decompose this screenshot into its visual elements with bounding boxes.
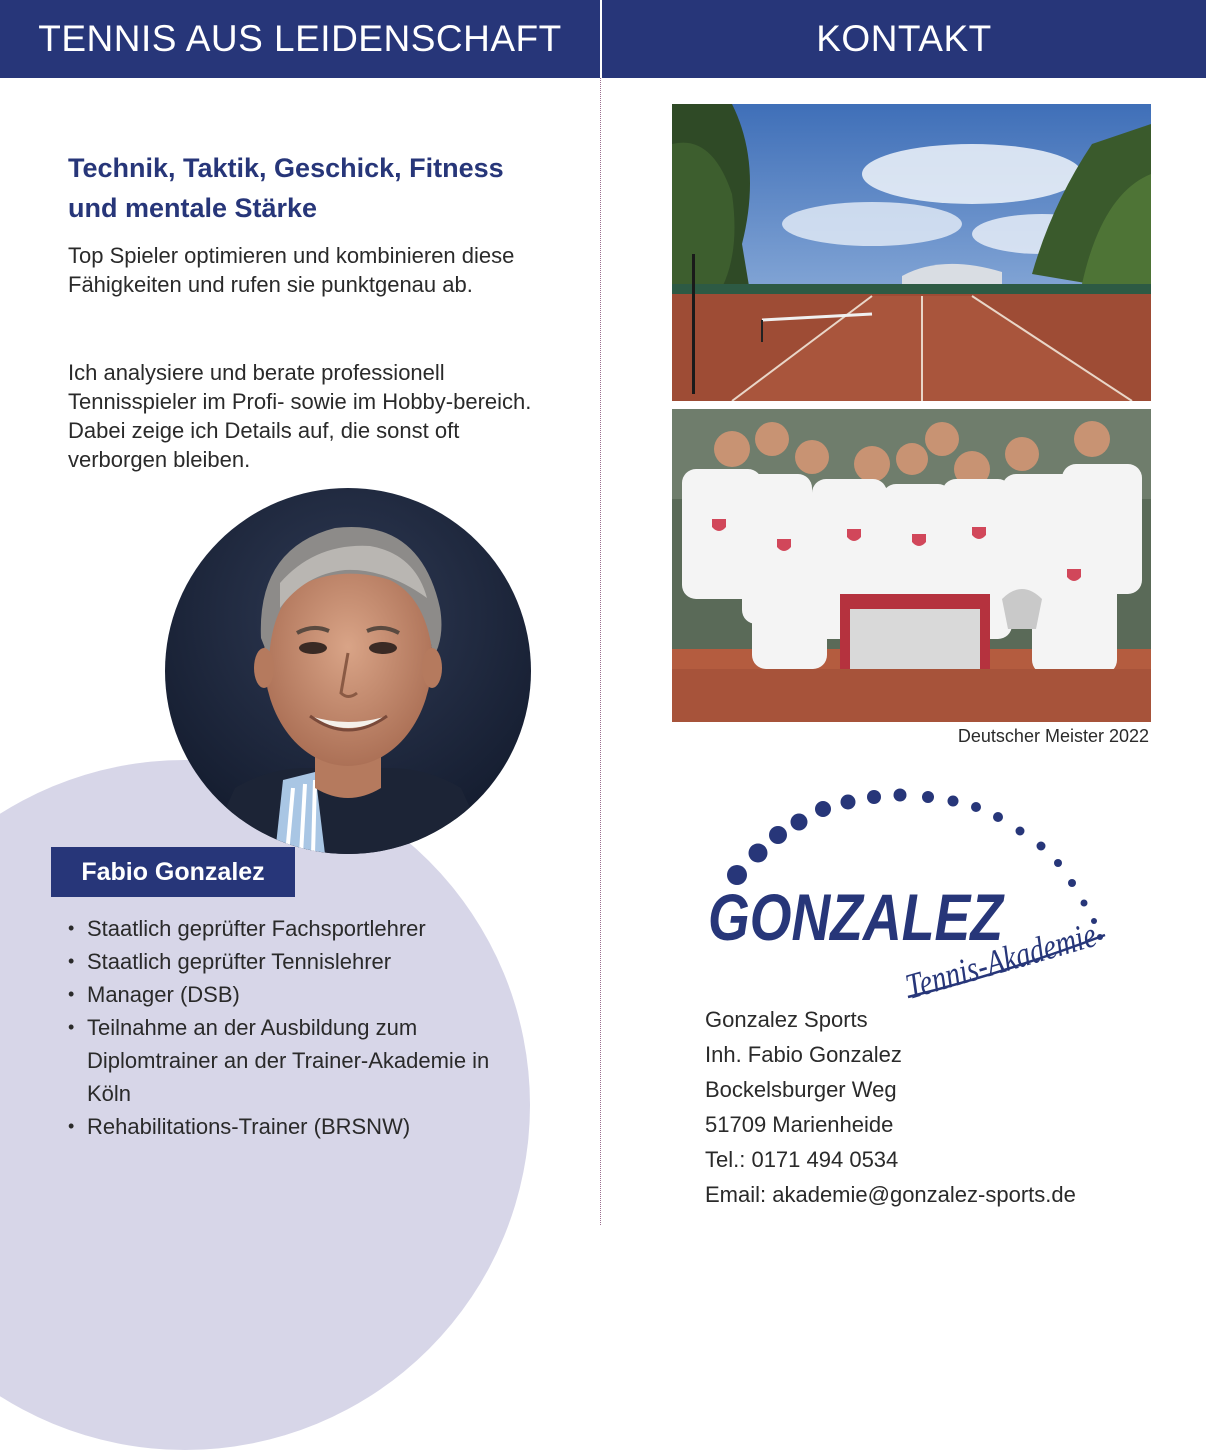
contact-phone[interactable]: Tel.: 0171 494 0534 <box>705 1147 899 1172</box>
contact-company: Gonzalez Sports <box>705 1007 868 1032</box>
list-item: • Staatlich geprüfter Tennislehrer <box>68 945 528 978</box>
name-label <box>51 847 295 897</box>
intro-heading-line2: und mentale Stärke <box>68 193 318 223</box>
logo-main-text: GONZALEZ <box>708 880 1006 954</box>
intro-heading-line1: Technik, Taktik, Geschick, Fitness <box>68 153 504 183</box>
list-item: • Staatlich geprüfter Fachsportlehrer <box>68 912 528 945</box>
header-left-title: TENNIS AUS LEIDENSCHAFT <box>38 18 562 59</box>
team-photo <box>672 409 1151 722</box>
header-right <box>602 0 1206 78</box>
header-left <box>0 0 600 78</box>
contact-block <box>705 1002 1076 1212</box>
profile-name: Fabio Gonzalez <box>81 857 265 886</box>
list-item: • Rehabilitations-Trainer (BRSNW) <box>68 1110 528 1143</box>
list-item: • Manager (DSB) <box>68 978 528 1011</box>
qualifications-list <box>68 912 528 1143</box>
header-right-title: KONTAKT <box>816 18 992 59</box>
academy-logo <box>700 785 1120 1010</box>
logo-sub-text: Tennis-Akademie <box>901 900 1120 1007</box>
contact-street: Bockelsburger Weg <box>705 1077 897 1102</box>
intro-heading <box>68 148 548 228</box>
intro-paragraph-1: Top Spieler optimieren und kombinieren diese Fähigkeiten und rufen sie punktgenau ab. <box>68 243 515 297</box>
photo-caption: Deutscher Meister 2022 <box>957 726 1149 746</box>
intro-paragraph-2: Ich analysiere und berate professionell Tennisspieler im Profi- sowie im Hobby-bereich. Dabei zeige ich Details auf, die sonst oft verborgen bleiben. <box>68 360 532 472</box>
contact-email[interactable]: Email: akademie@gonzalez-sports.de <box>705 1182 1076 1207</box>
contact-city: 51709 Marienheide <box>705 1112 894 1137</box>
contact-owner: Inh. Fabio Gonzalez <box>705 1042 902 1067</box>
portrait-photo <box>165 488 531 854</box>
list-item: • Teilnahme an der Ausbildung zum Diplomtrainer an der Trainer-Akademie in Köln <box>68 1011 528 1110</box>
fold-divider <box>600 78 601 1225</box>
tennis-court-photo <box>672 104 1151 401</box>
